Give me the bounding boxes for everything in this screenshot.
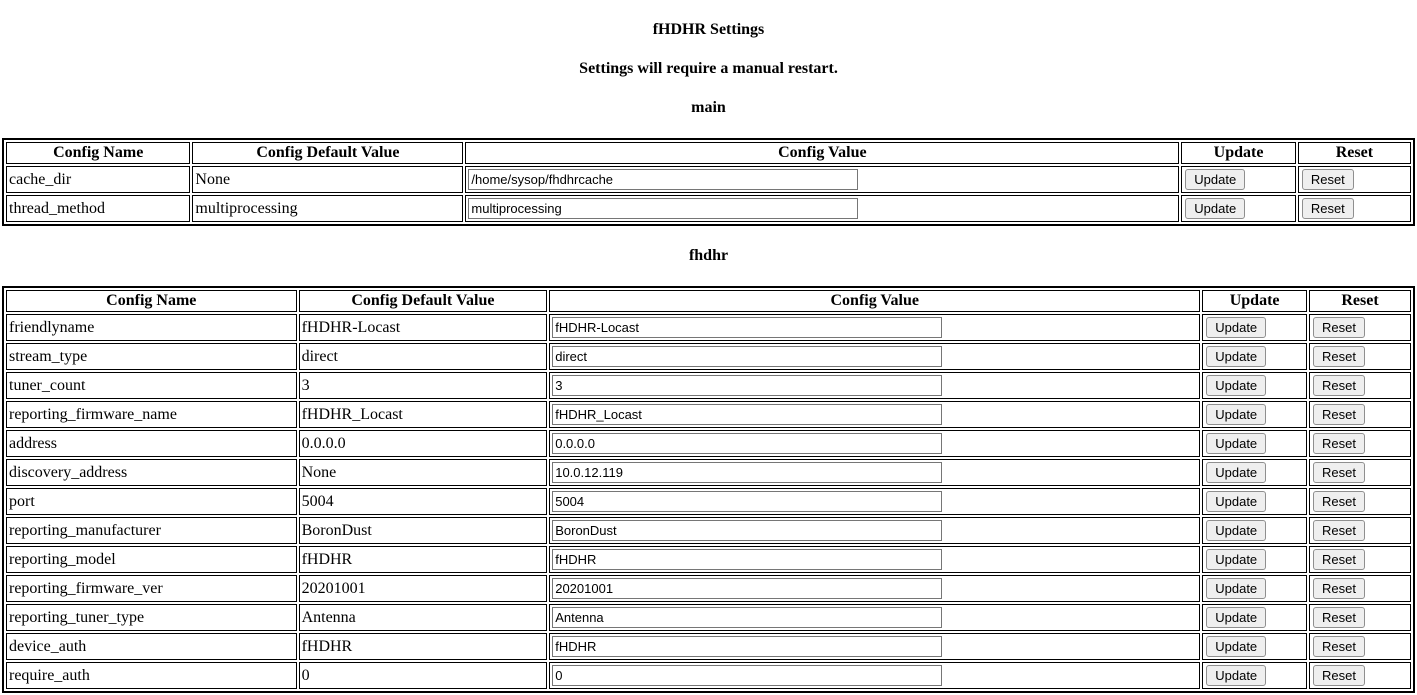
update-cell — [1202, 546, 1307, 573]
reset-button[interactable]: Reset — [1313, 346, 1365, 367]
config-row — [6, 401, 1411, 428]
column-header: Reset — [1309, 290, 1411, 312]
update-cell — [1202, 372, 1307, 399]
config-name-cell: cache_dir — [6, 166, 190, 193]
config-value-input[interactable] — [552, 607, 942, 628]
update-button[interactable]: Update — [1206, 317, 1266, 338]
config-value-input[interactable] — [552, 433, 942, 454]
config-row — [6, 662, 1411, 689]
config-value-cell — [549, 633, 1200, 660]
config-default-value-cell: fHDHR_Locast — [299, 401, 548, 428]
reset-button[interactable]: Reset — [1313, 317, 1365, 338]
config-row — [6, 343, 1411, 370]
config-value-input[interactable] — [552, 636, 942, 657]
config-value-cell — [549, 459, 1200, 486]
update-cell — [1202, 517, 1307, 544]
reset-cell — [1309, 517, 1411, 544]
config-default-value-cell: 20201001 — [299, 575, 548, 602]
config-row — [6, 517, 1411, 544]
config-default-value-cell: 0 — [299, 662, 548, 689]
reset-button[interactable]: Reset — [1313, 578, 1365, 599]
config-row — [6, 314, 1411, 341]
header-row — [6, 290, 1411, 312]
reset-button[interactable]: Reset — [1313, 491, 1365, 512]
config-row — [6, 459, 1411, 486]
reset-cell — [1309, 604, 1411, 631]
reset-button[interactable]: Reset — [1313, 607, 1365, 628]
update-cell — [1202, 459, 1307, 486]
settings-table-main — [2, 138, 1415, 226]
reset-cell — [1298, 195, 1411, 222]
config-name-cell: stream_type — [6, 343, 297, 370]
update-button[interactable]: Update — [1206, 549, 1266, 570]
config-default-value-cell: fHDHR — [299, 633, 548, 660]
config-row — [6, 372, 1411, 399]
column-header: Reset — [1298, 142, 1411, 164]
column-header: Update — [1202, 290, 1307, 312]
update-button[interactable]: Update — [1206, 636, 1266, 657]
config-value-cell — [549, 430, 1200, 457]
config-row — [6, 546, 1411, 573]
config-row — [6, 604, 1411, 631]
reset-cell — [1309, 546, 1411, 573]
config-name-cell: thread_method — [6, 195, 190, 222]
config-value-cell — [465, 166, 1179, 193]
config-name-cell: device_auth — [6, 633, 297, 660]
column-header: Config Default Value — [192, 142, 463, 164]
update-cell — [1181, 195, 1296, 222]
update-button[interactable]: Update — [1185, 169, 1245, 190]
config-name-cell: reporting_firmware_name — [6, 401, 297, 428]
update-button[interactable]: Update — [1206, 665, 1266, 686]
reset-cell — [1309, 430, 1411, 457]
config-value-input[interactable] — [552, 346, 942, 367]
reset-button[interactable]: Reset — [1313, 433, 1365, 454]
restart-notice: Settings will require a manual restart. — [579, 60, 838, 77]
update-button[interactable]: Update — [1206, 462, 1266, 483]
config-value-cell — [549, 343, 1200, 370]
config-name-cell: reporting_tuner_type — [6, 604, 297, 631]
config-default-value-cell: 0.0.0.0 — [299, 430, 548, 457]
config-value-cell — [465, 195, 1179, 222]
config-value-cell — [549, 604, 1200, 631]
reset-cell — [1309, 314, 1411, 341]
config-value-cell — [549, 488, 1200, 515]
reset-cell — [1309, 662, 1411, 689]
config-name-cell: tuner_count — [6, 372, 297, 399]
reset-button[interactable]: Reset — [1313, 549, 1365, 570]
config-default-value-cell: Antenna — [299, 604, 548, 631]
config-row — [6, 633, 1411, 660]
column-header: Config Value — [465, 142, 1179, 164]
update-button[interactable]: Update — [1206, 491, 1266, 512]
page-title: fHDHR Settings — [652, 21, 765, 38]
config-row — [6, 430, 1411, 457]
config-value-input[interactable] — [468, 169, 858, 190]
header-row — [6, 142, 1411, 164]
update-cell — [1202, 633, 1307, 660]
config-name-cell: reporting_manufacturer — [6, 517, 297, 544]
config-row — [6, 575, 1411, 602]
config-row — [6, 166, 1411, 193]
config-row — [6, 195, 1411, 222]
config-default-value-cell: fHDHR — [299, 546, 548, 573]
settings-table-fhdhr — [2, 286, 1415, 693]
reset-button[interactable]: Reset — [1313, 404, 1365, 425]
reset-button[interactable]: Reset — [1313, 665, 1365, 686]
config-value-input[interactable] — [552, 665, 942, 686]
update-button[interactable]: Update — [1206, 433, 1266, 454]
config-default-value-cell: direct — [299, 343, 548, 370]
update-cell — [1202, 488, 1307, 515]
config-value-input[interactable] — [552, 578, 942, 599]
reset-cell — [1298, 166, 1411, 193]
update-button[interactable]: Update — [1206, 520, 1266, 541]
sections-container — [2, 99, 1415, 693]
config-name-cell: discovery_address — [6, 459, 297, 486]
config-value-input[interactable] — [552, 549, 942, 570]
column-header: Config Name — [6, 290, 297, 312]
update-cell — [1202, 604, 1307, 631]
config-default-value-cell: None — [299, 459, 548, 486]
update-cell — [1202, 401, 1307, 428]
config-value-input[interactable] — [552, 520, 942, 541]
config-row — [6, 488, 1411, 515]
column-header: Config Value — [549, 290, 1200, 312]
config-name-cell: reporting_firmware_ver — [6, 575, 297, 602]
reset-cell — [1309, 459, 1411, 486]
config-default-value-cell: fHDHR-Locast — [299, 314, 548, 341]
config-value-cell — [549, 372, 1200, 399]
reset-cell — [1309, 633, 1411, 660]
config-value-cell — [549, 401, 1200, 428]
column-header: Config Default Value — [299, 290, 548, 312]
reset-cell — [1309, 343, 1411, 370]
config-value-input[interactable] — [552, 317, 942, 338]
column-header: Config Name — [6, 142, 190, 164]
config-name-cell: port — [6, 488, 297, 515]
config-default-value-cell: BoronDust — [299, 517, 548, 544]
update-cell — [1202, 575, 1307, 602]
config-value-cell — [549, 314, 1200, 341]
update-button[interactable]: Update — [1206, 375, 1266, 396]
config-value-input[interactable] — [552, 491, 942, 512]
reset-cell — [1309, 401, 1411, 428]
config-default-value-cell: 5004 — [299, 488, 548, 515]
reset-button[interactable]: Reset — [1313, 462, 1365, 483]
update-button[interactable]: Update — [1206, 404, 1266, 425]
config-default-value-cell: None — [192, 166, 463, 193]
config-value-cell — [549, 662, 1200, 689]
config-value-cell — [549, 517, 1200, 544]
reset-button[interactable]: Reset — [1313, 375, 1365, 396]
config-name-cell: reporting_model — [6, 546, 297, 573]
reset-button[interactable]: Reset — [1302, 198, 1354, 219]
section-title-main: main — [691, 99, 726, 116]
reset-button[interactable]: Reset — [1302, 169, 1354, 190]
config-value-input[interactable] — [552, 462, 942, 483]
reset-cell — [1309, 372, 1411, 399]
update-cell — [1202, 430, 1307, 457]
reset-button[interactable]: Reset — [1313, 520, 1365, 541]
config-value-cell — [549, 546, 1200, 573]
update-cell — [1202, 314, 1307, 341]
update-cell — [1202, 343, 1307, 370]
config-default-value-cell: multiprocessing — [192, 195, 463, 222]
section-title-fhdhr: fhdhr — [688, 247, 729, 264]
config-value-input[interactable] — [468, 198, 858, 219]
update-cell — [1202, 662, 1307, 689]
update-button[interactable]: Update — [1206, 346, 1266, 367]
update-cell — [1181, 166, 1296, 193]
column-header: Update — [1181, 142, 1296, 164]
update-button[interactable]: Update — [1206, 578, 1266, 599]
config-value-cell — [549, 575, 1200, 602]
config-default-value-cell: 3 — [299, 372, 548, 399]
update-button[interactable]: Update — [1206, 607, 1266, 628]
config-name-cell: require_auth — [6, 662, 297, 689]
update-button[interactable]: Update — [1185, 198, 1245, 219]
config-value-input[interactable] — [552, 404, 942, 425]
reset-cell — [1309, 488, 1411, 515]
config-value-input[interactable] — [552, 375, 942, 396]
reset-cell — [1309, 575, 1411, 602]
config-name-cell: friendlyname — [6, 314, 297, 341]
reset-button[interactable]: Reset — [1313, 636, 1365, 657]
config-name-cell: address — [6, 430, 297, 457]
